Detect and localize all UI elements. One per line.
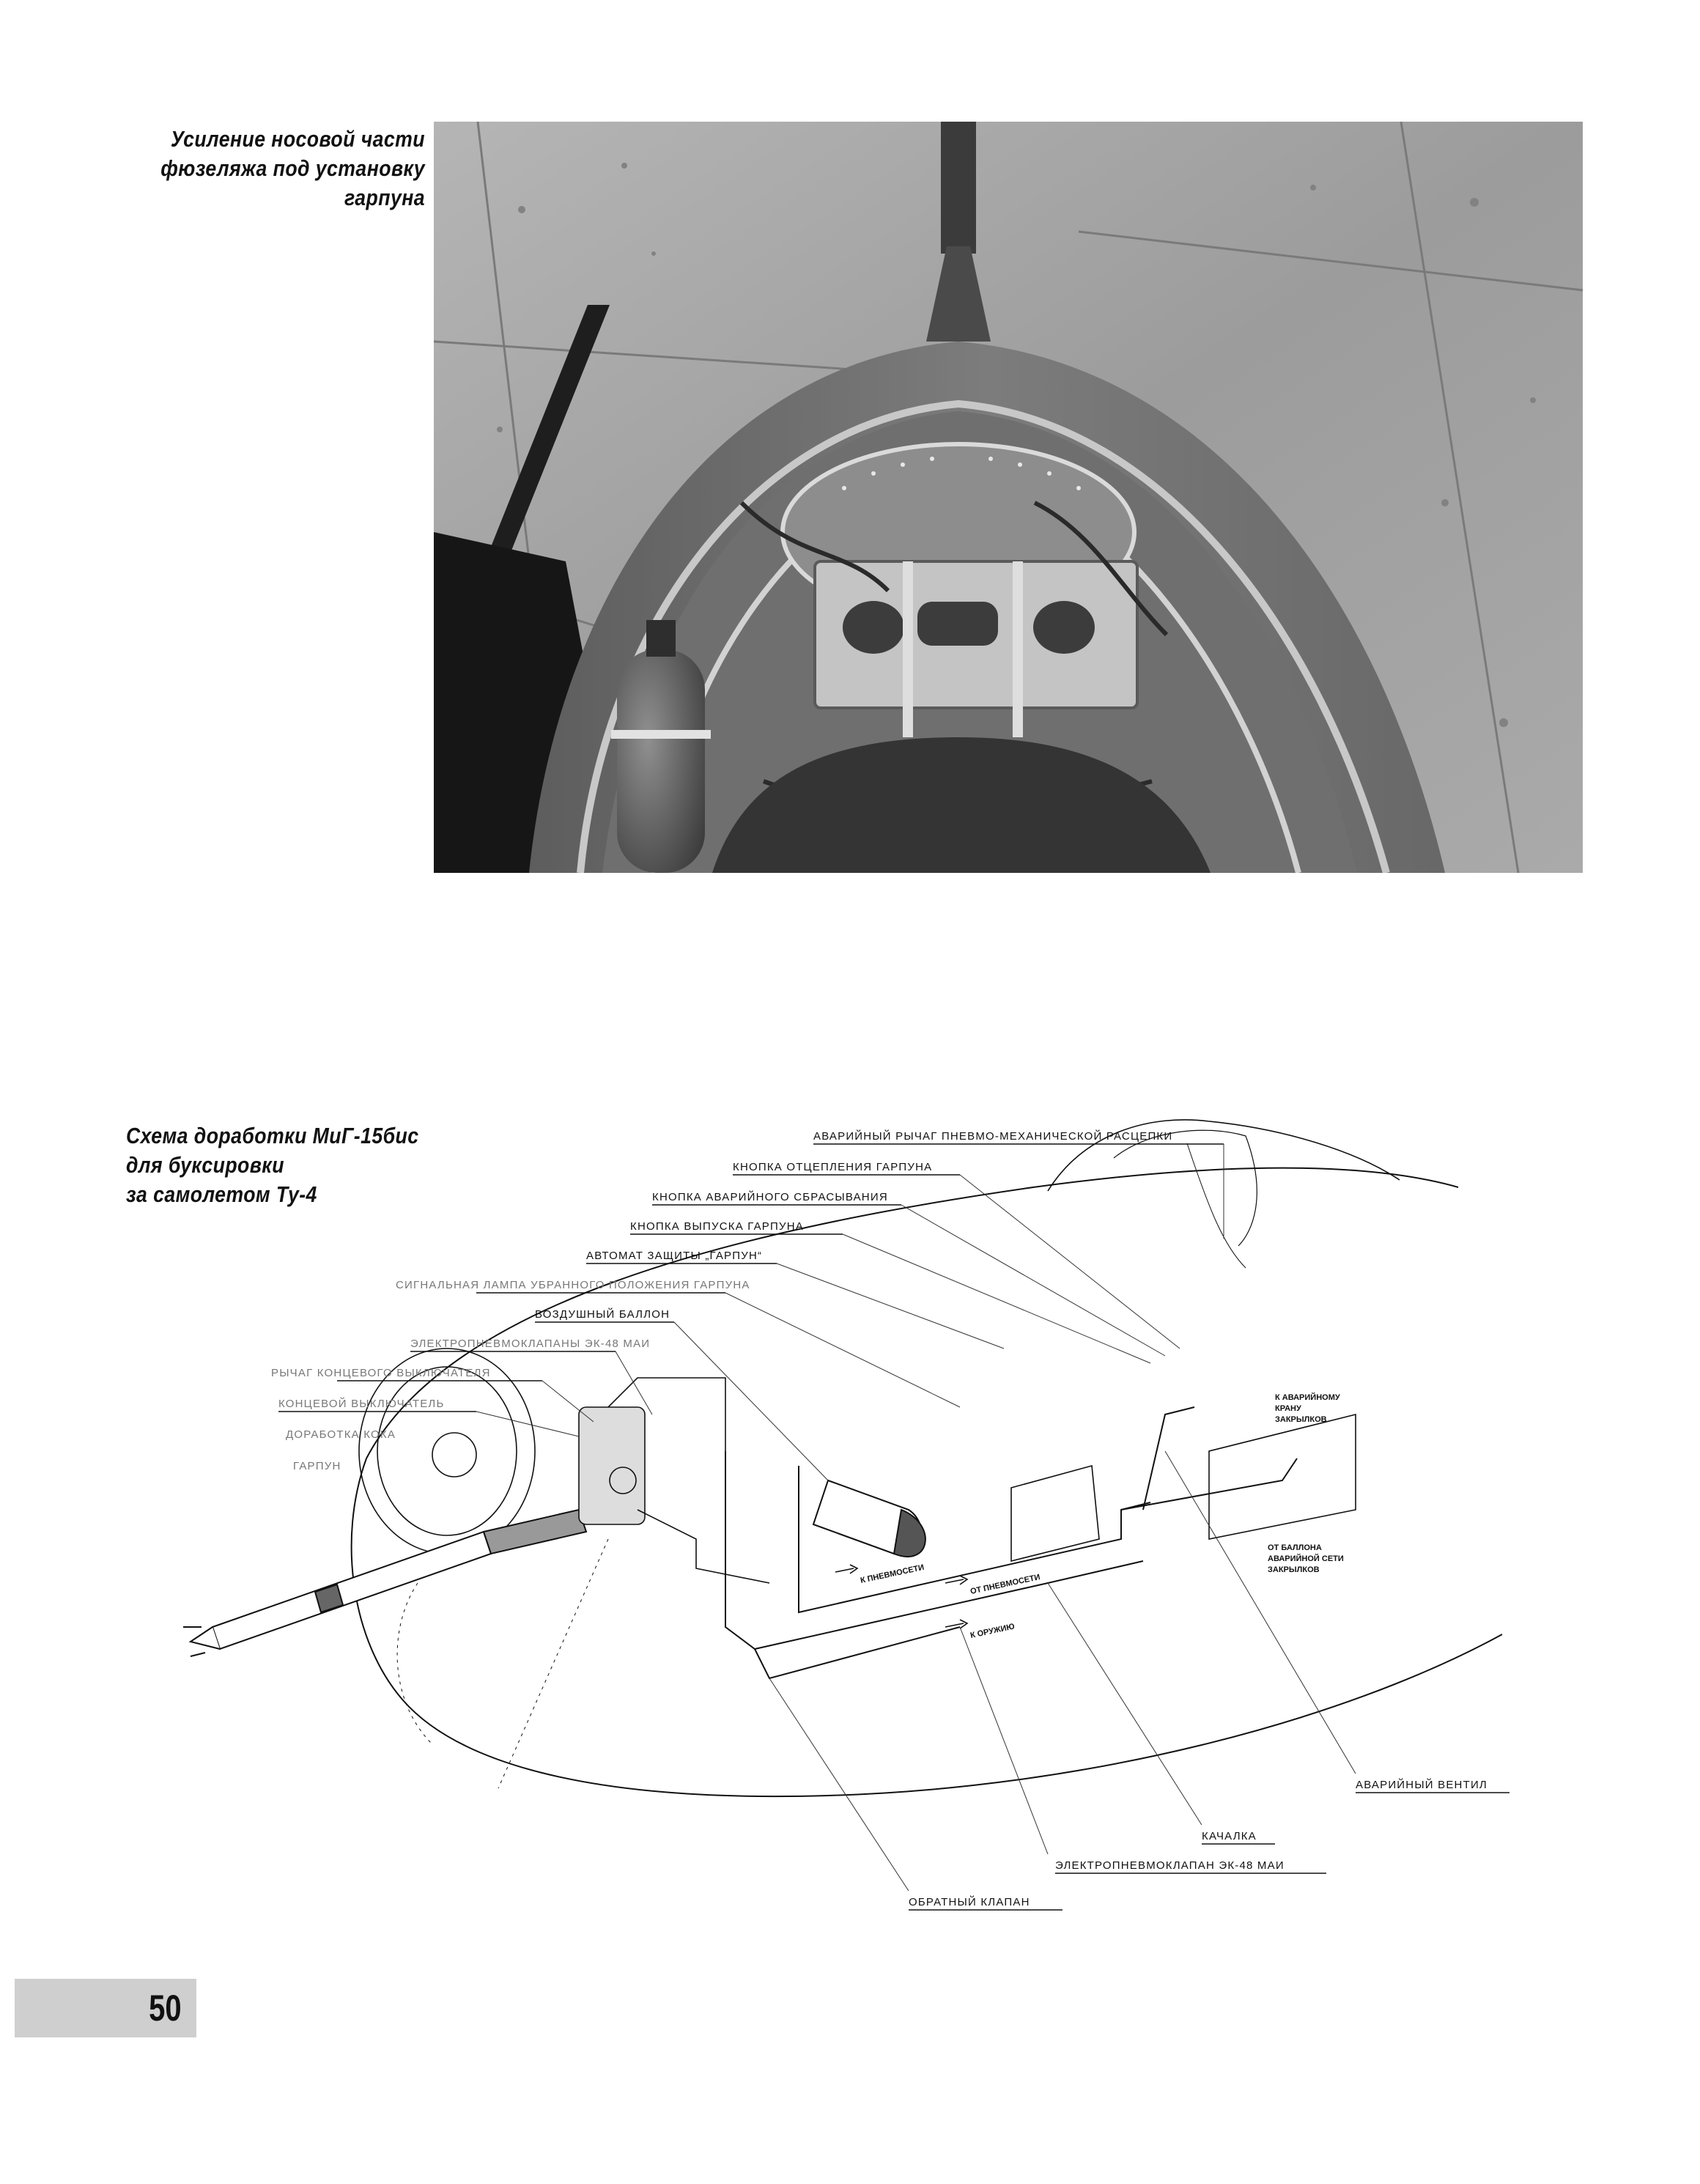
inline-notes [860, 1392, 1344, 1640]
callout-ek48-valve: ЭЛЕКТРОПНЕВМОКЛАПАН ЭК-48 МАИ [1055, 1859, 1285, 1872]
photo-caption-line: фюзеляжа под установку [160, 155, 425, 181]
note-from-flap-tank-1: ОТ БАЛЛОНА [1268, 1543, 1322, 1552]
diagram-caption-line: Схема доработки МиГ-15бис [126, 1123, 419, 1148]
callout-limit-switch: КОНЦЕВОЙ ВЫКЛЮЧАТЕЛЬ [278, 1398, 445, 1410]
nose-section-photo [434, 122, 1583, 873]
note-to-emergency-valve-2: КРАНУ [1275, 1404, 1301, 1413]
callout-air-bottle: ВОЗДУШНЫЙ БАЛЛОН [535, 1308, 670, 1321]
photo-caption [160, 125, 425, 213]
callout-ek48-valves: ЭЛЕКТРОПНЕВМОКЛАПАНЫ ЭК-48 МАИ [410, 1338, 651, 1350]
callout-release-button: КНОПКА ОТЦЕПЛЕНИЯ ГАРПУНА [733, 1161, 933, 1173]
photo-caption-line: Усиление носовой части [170, 126, 425, 152]
intake [359, 1349, 535, 1554]
harpoon [183, 1510, 586, 1656]
diagram-caption-line: за самолетом Ту-4 [126, 1181, 317, 1207]
callout-emergency-vent: АВАРИЙНЫЙ ВЕНТИЛ [1356, 1779, 1488, 1791]
note-to-emergency-valve-1: К АВАРИЙНОМУ [1275, 1393, 1340, 1402]
side-panel [1011, 1414, 1356, 1561]
diagram-caption-line: для буксировки [126, 1152, 284, 1178]
callout-harpoon: ГАРПУН [293, 1460, 341, 1472]
fuselage-outline [352, 1120, 1502, 1796]
page-number-box [15, 1979, 196, 2037]
note-to-emergency-valve-3: ЗАКРЫЛКОВ [1275, 1415, 1327, 1424]
callout-emergency-lever: АВАРИЙНЫЙ РЫЧАГ ПНЕВМО-МЕХАНИЧЕСКОЙ РАСЦЕПКИ [813, 1130, 1173, 1143]
callout-retracted-lamp: СИГНАЛЬНАЯ ЛАМПА УБРАННОГО ПОЛОЖЕНИЯ ГАРПУНА [396, 1279, 750, 1291]
page-number: 50 [149, 1988, 182, 2029]
harpoon-mechanism [579, 1378, 769, 1583]
callout-circuit-breaker: АВТОМАТ ЗАЩИТЫ „ГАРПУН“ [586, 1250, 763, 1262]
note-from-pneumatic: ОТ ПНЕВМОСЕТИ [969, 1573, 1041, 1596]
callout-rocker: КАЧАЛКА [1202, 1830, 1257, 1842]
callout-spinner-mod: ДОРАБОТКА КОКА [286, 1428, 396, 1441]
top-callouts [271, 1129, 1224, 1480]
callout-limit-switch-lever: РЫЧАГ КОНЦЕВОГО ВЫКЛЮЧАТЕЛЯ [271, 1367, 491, 1379]
note-to-weapons: К ОРУЖИЮ [969, 1622, 1016, 1640]
photo-caption-line: гарпуна [344, 185, 425, 210]
note-from-flap-tank-3: ЗАКРЫЛКОВ [1268, 1565, 1320, 1574]
callout-check-valve: ОБРАТНЫЙ КЛАПАН [909, 1896, 1030, 1908]
note-from-flap-tank-2: АВАРИЙНОЙ СЕТИ [1268, 1554, 1344, 1563]
callout-extend-button: КНОПКА ВЫПУСКА ГАРПУНА [630, 1220, 804, 1233]
callout-emergency-jettison-button: КНОПКА АВАРИЙНОГО СБРАСЫВАНИЯ [652, 1191, 888, 1203]
note-to-pneumatic: К ПНЕВМОСЕТИ [860, 1563, 925, 1585]
mig15-modification-diagram [169, 1070, 1546, 1935]
